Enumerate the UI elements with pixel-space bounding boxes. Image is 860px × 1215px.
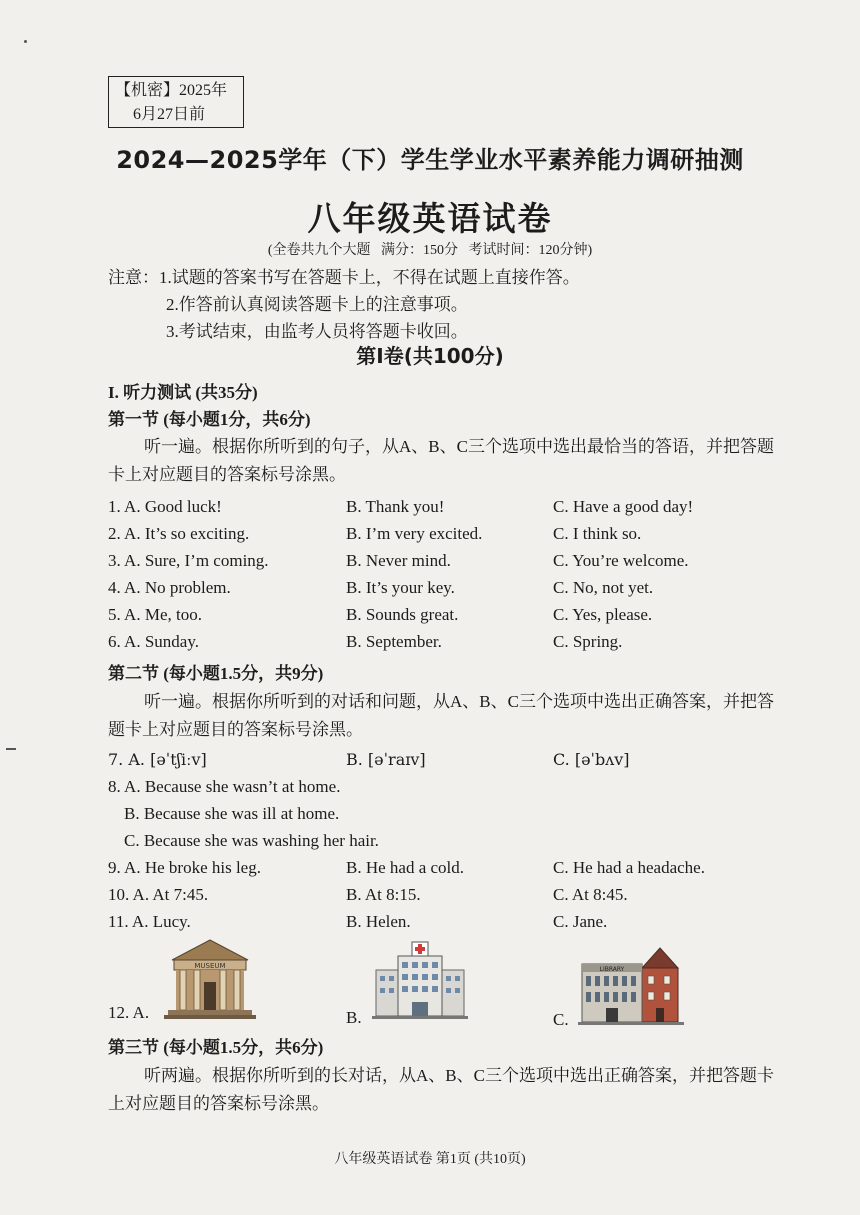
q8-option-a: 8. A. Because she wasn’t at home. (108, 777, 341, 796)
library-icon (578, 946, 684, 1026)
section2-heading: 第二节 (每小题1.5分，共9分) (108, 664, 324, 683)
q3-option-c: C. You’re welcome. (553, 551, 689, 570)
q12-option-a: 12. A. (108, 1003, 150, 1022)
q4-option-a: 4. A. No problem. (108, 578, 231, 597)
section2-instruction: 听一遍。根据你所听到的对话和问题，从A、B、C三个选项中选出正确答案，并把答题卡上对应题目的答案标号涂黑。 (108, 692, 774, 739)
q6-option-a: 6. A. Sunday. (108, 632, 199, 651)
q8-option-c: C. Because she was washing her hair. (124, 831, 379, 850)
hospital-icon (372, 940, 468, 1020)
note-3: 3.考试结束，由监考人员将答题卡收回。 (166, 322, 468, 341)
q11-option-c: C. Jane. (553, 912, 608, 931)
q9-option-c: C. He had a headache. (553, 858, 705, 877)
section1-instruction: 听一遍。根据你所听到的句子，从A、B、C三个选项中选出最恰当的答语，并把答题卡上对应题目的答案标号涂黑。 (108, 437, 774, 484)
confidential-line1: 【机密】2025年 (115, 82, 228, 99)
confidential-stamp (108, 76, 244, 128)
q7-option-b: B. [əˈraɪv] (346, 750, 426, 769)
q2-option-b: B. I’m very excited. (346, 524, 483, 543)
confidential-line2: 6月27日前 (133, 106, 206, 123)
part-title: 第Ⅰ卷(共100分) (356, 344, 504, 368)
scan-speck (24, 40, 27, 43)
q5-option-c: C. Yes, please. (553, 605, 653, 624)
q1-option-b: B. Thank you! (346, 497, 445, 516)
museum-sign: MUSEUM (194, 962, 226, 970)
exam-subtitle: 八年级英语试卷 (307, 199, 553, 238)
q9-option-b: B. He had a cold. (346, 858, 465, 877)
q4-option-b: B. It’s your key. (346, 578, 455, 597)
q7-option-c: C. [əˈbʌv] (553, 750, 630, 769)
q9-option-a: 9. A. He broke his leg. (108, 858, 261, 877)
q6-option-b: B. September. (346, 632, 442, 651)
q10-option-b: B. At 8:15. (346, 885, 421, 904)
q12-option-b: B. (346, 1008, 362, 1027)
scan-mark (6, 748, 16, 750)
note-1: 注意：1.试题的答案书写在答题卡上，不得在试题上直接作答。 (108, 268, 580, 287)
notes-block (108, 264, 580, 345)
q10-option-c: C. At 8:45. (553, 885, 628, 904)
q6-option-c: C. Spring. (553, 632, 623, 651)
note-2: 2.作答前认真阅读答题卡上的注意事项。 (166, 295, 468, 314)
section1-heading: 第一节 (每小题1分，共6分) (108, 410, 311, 429)
section3-heading: 第三节 (每小题1.5分，共6分) (108, 1038, 324, 1057)
q8-option-b: B. Because she was ill at home. (124, 804, 340, 823)
exam-info: (全卷共九个大题 满分：150分 考试时间：120分钟) (267, 243, 593, 258)
q1-option-c: C. Have a good day! (553, 497, 694, 516)
q2-option-a: 2. A. It’s so exciting. (108, 524, 250, 543)
q3-option-a: 3. A. Sure, I’m coming. (108, 551, 269, 570)
q3-option-b: B. Never mind. (346, 551, 451, 570)
q12-option-c: C. (553, 1010, 569, 1029)
section3-instruction: 听两遍。根据你所听到的长对话，从A、B、C三个选项中选出正确答案，并把答题卡上对应题目的答案标号涂黑。 (108, 1066, 774, 1113)
library-sign: LIBRARY (599, 966, 625, 973)
q1-option-a: 1. A. Good luck! (108, 497, 222, 516)
exam-title: 2024—2025学年（下）学生学业水平素养能力调研抽测 (116, 146, 744, 174)
q11-option-b: B. Helen. (346, 912, 411, 931)
q5-option-b: B. Sounds great. (346, 605, 459, 624)
q11-option-a: 11. A. Lucy. (108, 912, 191, 931)
q2-option-c: C. I think so. (553, 524, 642, 543)
q10-option-a: 10. A. At 7:45. (108, 885, 209, 904)
museum-icon (162, 938, 258, 1018)
q5-option-a: 5. A. Me, too. (108, 605, 202, 624)
q7-option-a: 7. A. [əˈtʃiːv] (108, 750, 207, 769)
q4-option-c: C. No, not yet. (553, 578, 654, 597)
section-heading: I. 听力测试 (共35分) (108, 383, 258, 402)
page-footer: 八年级英语试卷 第1页 (共10页) (334, 1152, 526, 1167)
